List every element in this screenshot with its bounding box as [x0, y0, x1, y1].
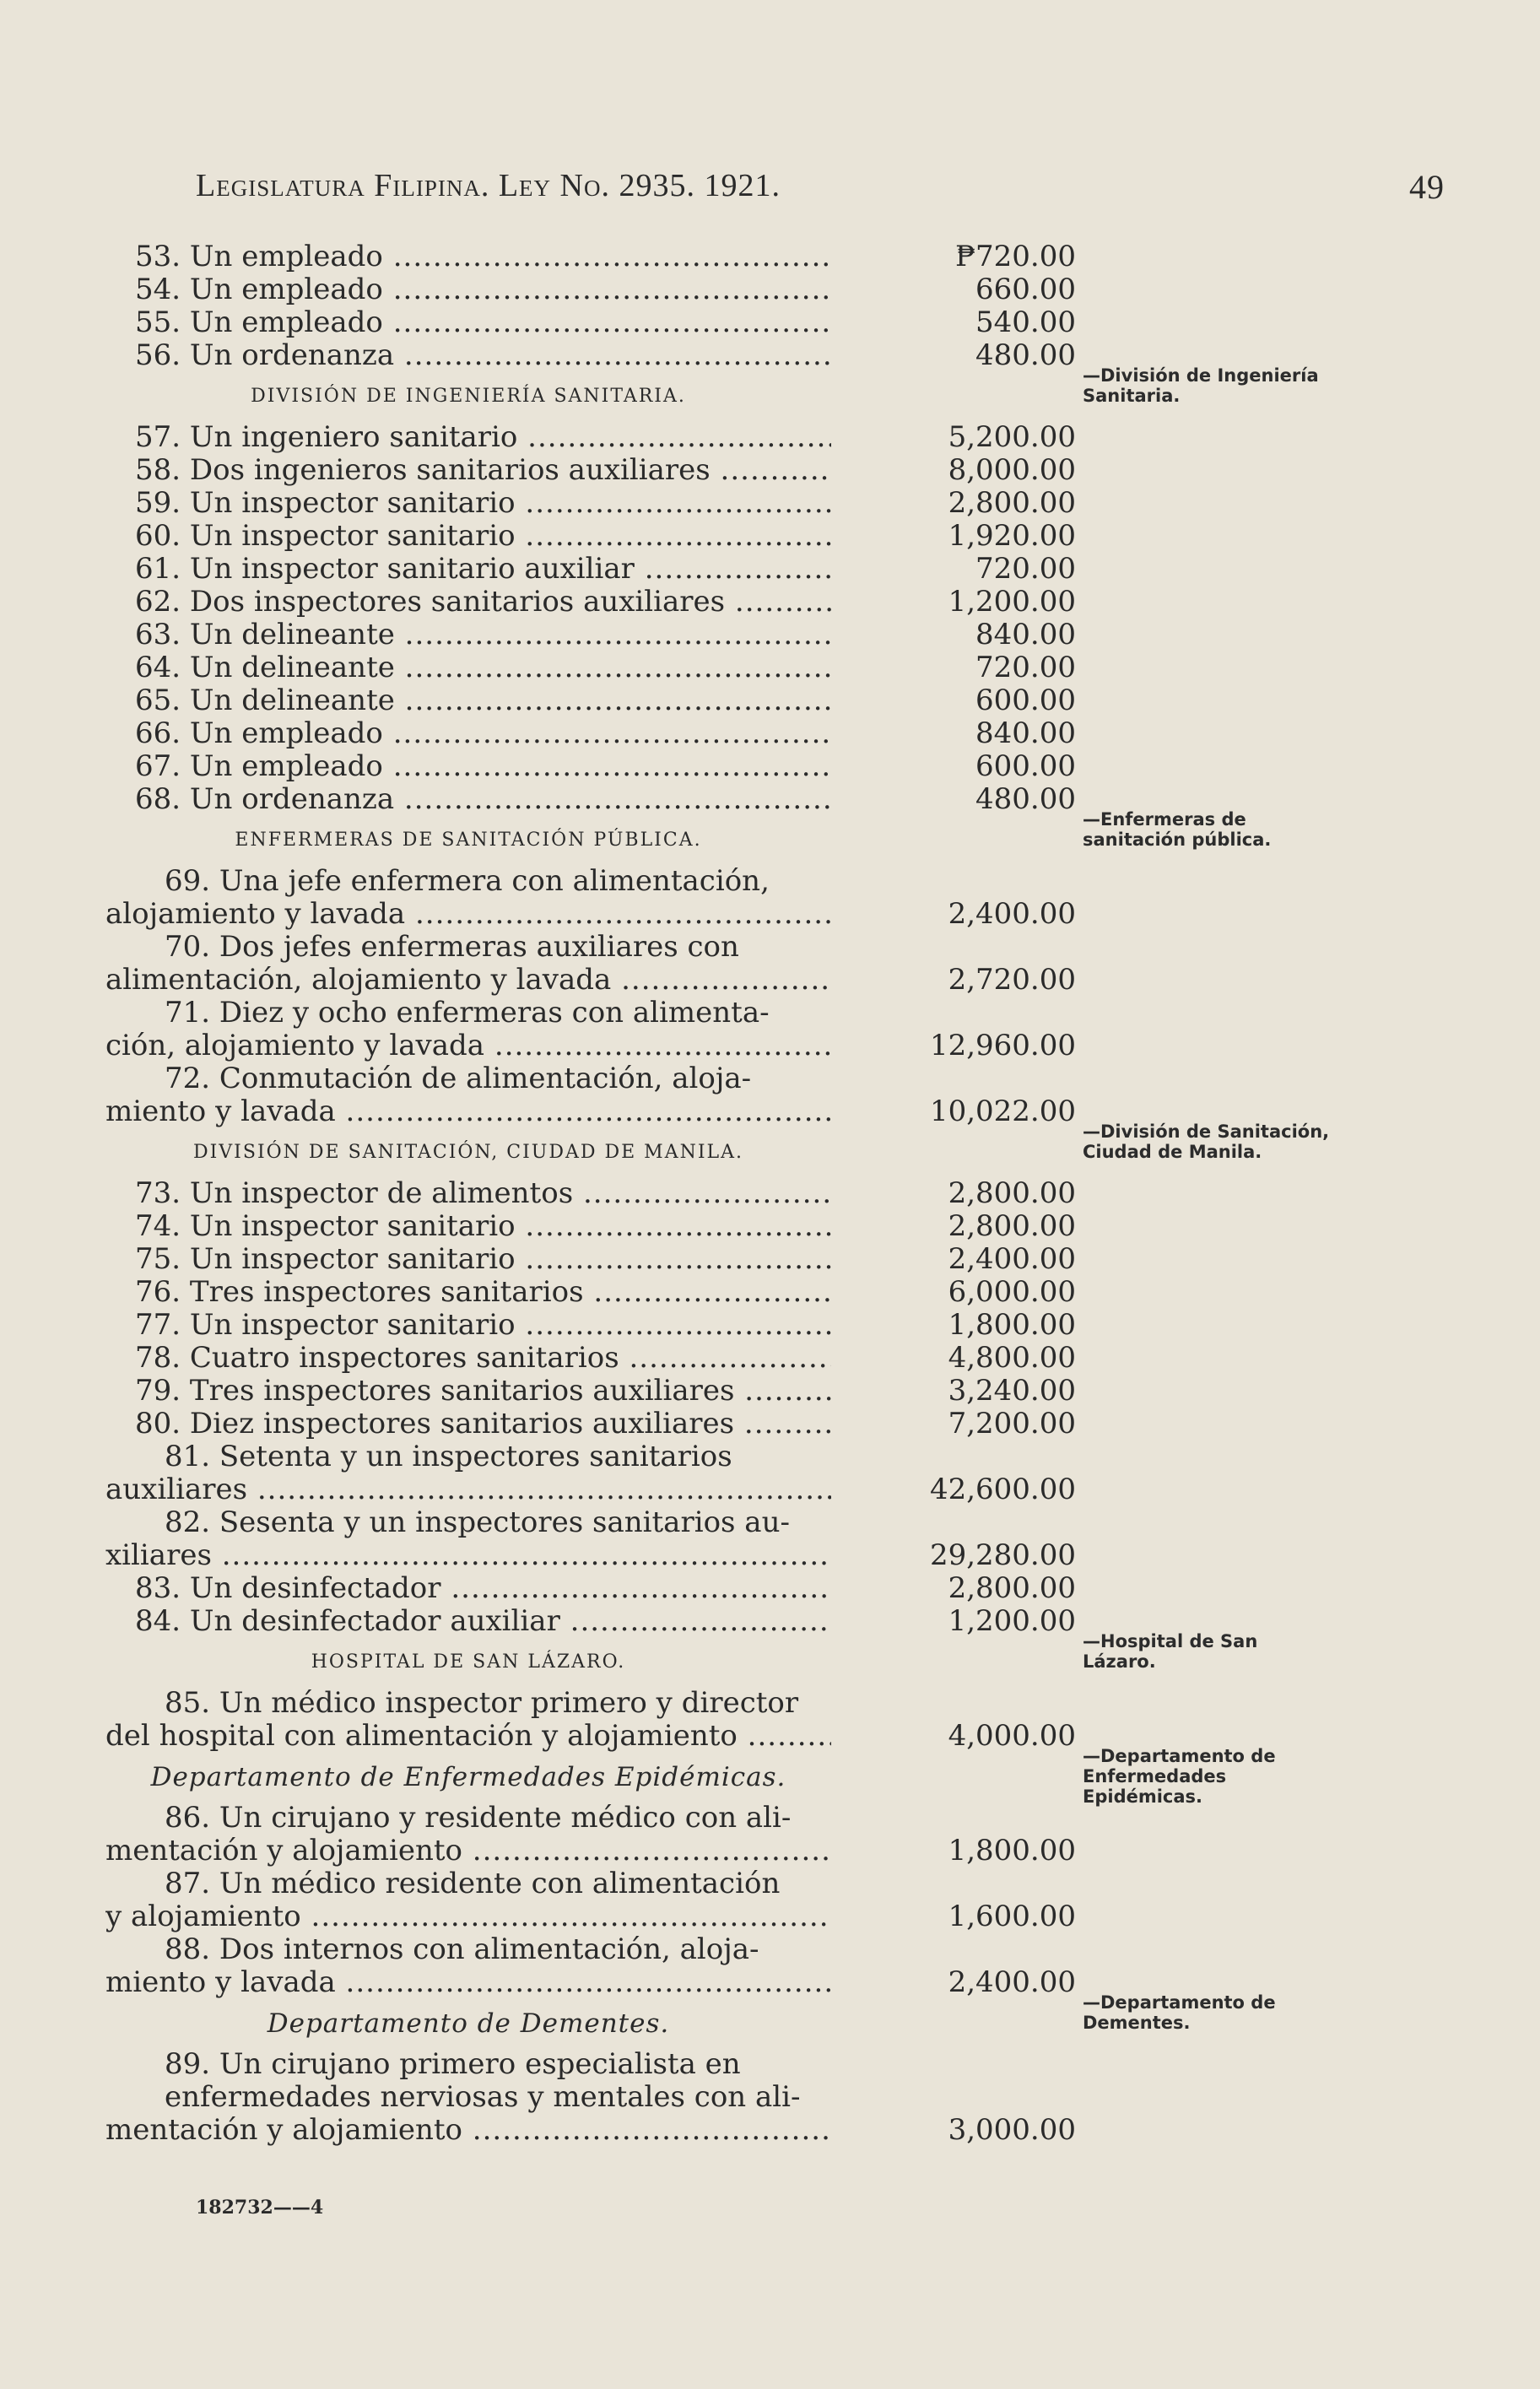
- line-item: [105, 1572, 1076, 1605]
- item-amount: 1,200.00: [948, 1604, 1076, 1638]
- item-text: Un inspector sanitario: [189, 487, 516, 520]
- item-description: alojamiento y lavada .....: [105, 898, 831, 931]
- line-item: [105, 1539, 1076, 1572]
- line-item: [105, 865, 1076, 898]
- section-heading: DIVISIÓN DE INGENIERÍA SANITARIA.: [251, 386, 686, 407]
- line-item: [105, 964, 1076, 997]
- section-heading: DIVISIÓN DE SANITACIÓN, CIUDAD DE MANILA.: [192, 1142, 744, 1163]
- line-item: [105, 2081, 1076, 2114]
- item-text: Tres inspectores sanitarios auxiliares: [189, 1375, 735, 1408]
- line-item: [105, 2048, 1076, 2081]
- item-number: 79.: [135, 1375, 181, 1408]
- item-amount: 4,800.00: [948, 1341, 1076, 1375]
- item-description: [105, 619, 831, 651]
- line-item: [105, 1473, 1076, 1506]
- item-description: 81. Setenta y un inspectores sanitarios: [165, 1440, 732, 1473]
- item-number: 65.: [135, 684, 181, 717]
- line-item: [105, 421, 1076, 454]
- line-item: [105, 454, 1076, 487]
- line-item: [105, 306, 1076, 339]
- line-item: [105, 1408, 1076, 1440]
- item-number: 55.: [135, 306, 181, 339]
- item-amount: 8,000.00: [948, 453, 1076, 487]
- item-description: 69. Una jefe enfermera con alimentación,: [165, 865, 770, 898]
- item-amount: 840.00: [975, 618, 1076, 651]
- item-amount: 1,200.00: [948, 585, 1076, 619]
- item-text: Un inspector sanitario: [189, 520, 516, 553]
- item-amount: 2,800.00: [948, 1176, 1076, 1210]
- line-item: [105, 783, 1076, 816]
- item-amount: 1,600.00: [948, 1900, 1076, 1933]
- line-item: [105, 1933, 1076, 1966]
- item-amount: 29,280.00: [929, 1538, 1076, 1572]
- line-item: [105, 931, 1076, 964]
- line-item: [105, 1720, 1076, 1753]
- item-description: [105, 241, 831, 273]
- item-amount: 1,800.00: [948, 1834, 1076, 1867]
- item-description: mentación y alojamiento .....: [105, 1835, 831, 1867]
- item-description: [105, 1342, 831, 1375]
- item-text: Un inspector sanitario: [189, 1243, 516, 1276]
- item-amount: 660.00: [975, 273, 1076, 306]
- item-description: [105, 487, 831, 520]
- item-amount: 600.00: [975, 749, 1076, 783]
- item-text: Un delineante: [189, 651, 395, 684]
- item-description: [105, 421, 831, 454]
- margin-note: —Departamento de Dementes.: [1083, 1992, 1276, 2033]
- item-number: 84.: [135, 1605, 181, 1638]
- item-amount: 720.00: [975, 651, 1076, 684]
- line-item: [105, 684, 1076, 717]
- line-item: [105, 1867, 1076, 1900]
- item-number: 59.: [135, 487, 181, 520]
- item-amount: 840.00: [975, 716, 1076, 750]
- item-text: Un empleado: [189, 241, 383, 273]
- item-description: 87. Un médico residente con alimentación: [165, 1867, 781, 1900]
- item-number: 58.: [135, 454, 181, 487]
- item-text: Un empleado: [189, 750, 383, 783]
- item-text: Un inspector sanitario auxiliar: [189, 553, 635, 586]
- appropriation-list: [105, 241, 1076, 2147]
- item-text: Un empleado: [189, 717, 383, 750]
- page-number: 49: [1409, 168, 1445, 206]
- item-number: 78.: [135, 1342, 181, 1375]
- item-number: 66.: [135, 717, 181, 750]
- item-text: Un delineante: [189, 619, 395, 651]
- line-item: [105, 553, 1076, 586]
- item-number: 83.: [135, 1572, 181, 1605]
- margin-note: —Hospital de San Lázaro.: [1083, 1631, 1258, 1672]
- item-description: [105, 1375, 831, 1408]
- item-amount: 480.00: [975, 782, 1076, 816]
- item-description: 86. Un cirujano y residente médico con ali-: [165, 1802, 792, 1835]
- line-item: [105, 1309, 1076, 1342]
- margin-note: —Enfermeras de sanitación pública.: [1083, 809, 1272, 850]
- item-text: Un inspector de alimentos: [189, 1177, 574, 1210]
- item-amount: 480.00: [975, 338, 1076, 372]
- item-number: 53.: [135, 241, 181, 273]
- item-description: 88. Dos internos con alimentación, aloja-: [165, 1933, 759, 1966]
- line-item: [105, 651, 1076, 684]
- item-text: Cuatro inspectores sanitarios: [189, 1342, 619, 1375]
- line-item: [105, 487, 1076, 520]
- item-description: [105, 1210, 831, 1243]
- item-description: [105, 783, 831, 816]
- item-amount: ₱720.00: [955, 240, 1076, 273]
- line-item: [105, 1062, 1076, 1095]
- item-description: mentación y alojamiento .....: [105, 2114, 831, 2147]
- item-amount: 540.00: [975, 305, 1076, 339]
- item-description: miento y lavada .....: [105, 1966, 831, 1999]
- item-amount: 2,400.00: [948, 1965, 1076, 1999]
- section-heading: Departamento de Enfermedades Epidémicas.: [150, 1762, 786, 1792]
- item-description: enfermedades nerviosas y mentales con ali-: [165, 2081, 801, 2114]
- item-number: 63.: [135, 619, 181, 651]
- line-item: [105, 619, 1076, 651]
- item-amount: 42,600.00: [929, 1473, 1076, 1506]
- item-number: 80.: [135, 1408, 181, 1440]
- line-item: [105, 1605, 1076, 1638]
- item-number: 73.: [135, 1177, 181, 1210]
- line-item: [105, 1276, 1076, 1309]
- item-number: 54.: [135, 273, 181, 306]
- line-item: [105, 1243, 1076, 1276]
- line-item: [105, 1835, 1076, 1867]
- item-description: del hospital con alimentación y alojamiento .....: [105, 1720, 831, 1753]
- item-description: [105, 1243, 831, 1276]
- item-text: Un ordenanza: [189, 783, 395, 816]
- item-number: 60.: [135, 520, 181, 553]
- item-description: 70. Dos jefes enfermeras auxiliares con: [165, 931, 739, 964]
- line-item: [105, 1802, 1076, 1835]
- item-amount: 6,000.00: [948, 1275, 1076, 1309]
- item-text: Un inspector sanitario: [189, 1210, 516, 1243]
- section-heading: HOSPITAL DE SAN LÁZARO.: [311, 1651, 626, 1673]
- item-text: Un inspector sanitario: [189, 1309, 516, 1342]
- signature-code: 182732——4: [196, 2197, 324, 2219]
- item-amount: 1,800.00: [948, 1308, 1076, 1342]
- item-description: [105, 750, 831, 783]
- item-description: alimentación, alojamiento y lavada .....: [105, 964, 831, 997]
- line-item: [105, 1177, 1076, 1210]
- item-number: 61.: [135, 553, 181, 586]
- item-text: Dos inspectores sanitarios auxiliares: [189, 586, 726, 619]
- item-amount: 3,000.00: [948, 2113, 1076, 2147]
- line-item: [105, 997, 1076, 1030]
- item-amount: 3,240.00: [948, 1374, 1076, 1408]
- item-description: 72. Conmutación de alimentación, aloja-: [165, 1062, 752, 1095]
- item-description: [105, 306, 831, 339]
- item-amount: 7,200.00: [948, 1407, 1076, 1440]
- item-description: 89. Un cirujano primero especialista en: [165, 2048, 741, 2081]
- section-heading: Departamento de Dementes.: [267, 2008, 670, 2039]
- item-text: Un empleado: [189, 273, 383, 306]
- line-item: [105, 520, 1076, 553]
- line-item: [105, 750, 1076, 783]
- line-item: [105, 1506, 1076, 1539]
- item-description: xiliares .....: [105, 1539, 831, 1572]
- item-description: ción, alojamiento y lavada .....: [105, 1030, 831, 1062]
- item-text: Un ingeniero sanitario: [189, 421, 518, 454]
- margin-note: —División de Sanitación, Ciudad de Manila.: [1083, 1122, 1330, 1162]
- item-description: auxiliares .....: [105, 1473, 831, 1506]
- item-description: 82. Sesenta y un inspectores sanitarios au-: [165, 1506, 790, 1539]
- item-amount: 600.00: [975, 684, 1076, 717]
- item-amount: 2,720.00: [948, 963, 1076, 997]
- item-amount: 2,400.00: [948, 1242, 1076, 1276]
- line-item: [105, 273, 1076, 306]
- page-header: [196, 167, 1445, 218]
- item-description: [105, 1408, 831, 1440]
- item-number: 64.: [135, 651, 181, 684]
- item-number: 56.: [135, 339, 181, 372]
- item-description: y alojamiento .....: [105, 1900, 831, 1933]
- item-number: 68.: [135, 783, 181, 816]
- line-item: [105, 2114, 1076, 2147]
- section-heading: ENFERMERAS DE SANITACIÓN PÚBLICA.: [235, 830, 702, 851]
- item-amount: 2,800.00: [948, 486, 1076, 520]
- item-amount: 5,200.00: [948, 420, 1076, 454]
- item-description: [105, 651, 831, 684]
- item-description: [105, 553, 831, 586]
- line-item: [105, 1095, 1076, 1128]
- item-text: Tres inspectores sanitarios: [189, 1276, 584, 1309]
- item-description: [105, 1177, 831, 1210]
- item-number: 77.: [135, 1309, 181, 1342]
- line-item: [105, 717, 1076, 750]
- item-amount: 4,000.00: [948, 1719, 1076, 1753]
- item-amount: 720.00: [975, 552, 1076, 586]
- running-head: Legislatura Filipina. Ley No. 2935. 1921.: [196, 168, 781, 203]
- item-amount: 2,800.00: [948, 1209, 1076, 1243]
- line-item: [105, 1440, 1076, 1473]
- item-number: 75.: [135, 1243, 181, 1276]
- item-number: 76.: [135, 1276, 181, 1309]
- item-number: 57.: [135, 421, 181, 454]
- item-description: [105, 586, 831, 619]
- item-description: miento y lavada .....: [105, 1095, 831, 1128]
- margin-note: —Departamento de Enfermedades Epidémicas.: [1083, 1746, 1276, 1807]
- item-amount: 2,800.00: [948, 1571, 1076, 1605]
- item-text: Un desinfectador: [189, 1572, 441, 1605]
- line-item: [105, 1342, 1076, 1375]
- item-description: [105, 1276, 831, 1309]
- item-amount: 1,920.00: [948, 519, 1076, 553]
- item-description: [105, 684, 831, 717]
- line-item: [105, 1030, 1076, 1062]
- line-item: [105, 1375, 1076, 1408]
- item-description: 85. Un médico inspector primero y director: [165, 1687, 799, 1720]
- item-description: [105, 717, 831, 750]
- item-description: [105, 339, 831, 372]
- item-description: [105, 1605, 831, 1638]
- item-description: [105, 454, 831, 487]
- item-description: [105, 1309, 831, 1342]
- item-amount: 10,022.00: [929, 1095, 1076, 1128]
- item-number: 67.: [135, 750, 181, 783]
- item-amount: 12,960.00: [929, 1029, 1076, 1062]
- line-item: [105, 1900, 1076, 1933]
- item-number: 74.: [135, 1210, 181, 1243]
- item-description: [105, 273, 831, 306]
- line-item: [105, 1210, 1076, 1243]
- line-item: [105, 241, 1076, 273]
- line-item: [105, 1966, 1076, 1999]
- line-item: [105, 898, 1076, 931]
- item-text: Un empleado: [189, 306, 383, 339]
- item-description: [105, 520, 831, 553]
- line-item: [105, 339, 1076, 372]
- item-text: Un ordenanza: [189, 339, 395, 372]
- item-amount: 2,400.00: [948, 897, 1076, 931]
- line-item: [105, 586, 1076, 619]
- item-number: 62.: [135, 586, 181, 619]
- item-text: Diez inspectores sanitarios auxiliares: [189, 1408, 735, 1440]
- item-description: 71. Diez y ocho enfermeras con alimenta-: [165, 997, 770, 1030]
- margin-note: —División de Ingeniería Sanitaria.: [1083, 365, 1319, 406]
- item-text: Dos ingenieros sanitarios auxiliares: [189, 454, 711, 487]
- item-text: Un desinfectador auxiliar: [189, 1605, 560, 1638]
- item-text: Un delineante: [189, 684, 395, 717]
- item-description: [105, 1572, 831, 1605]
- line-item: [105, 1687, 1076, 1720]
